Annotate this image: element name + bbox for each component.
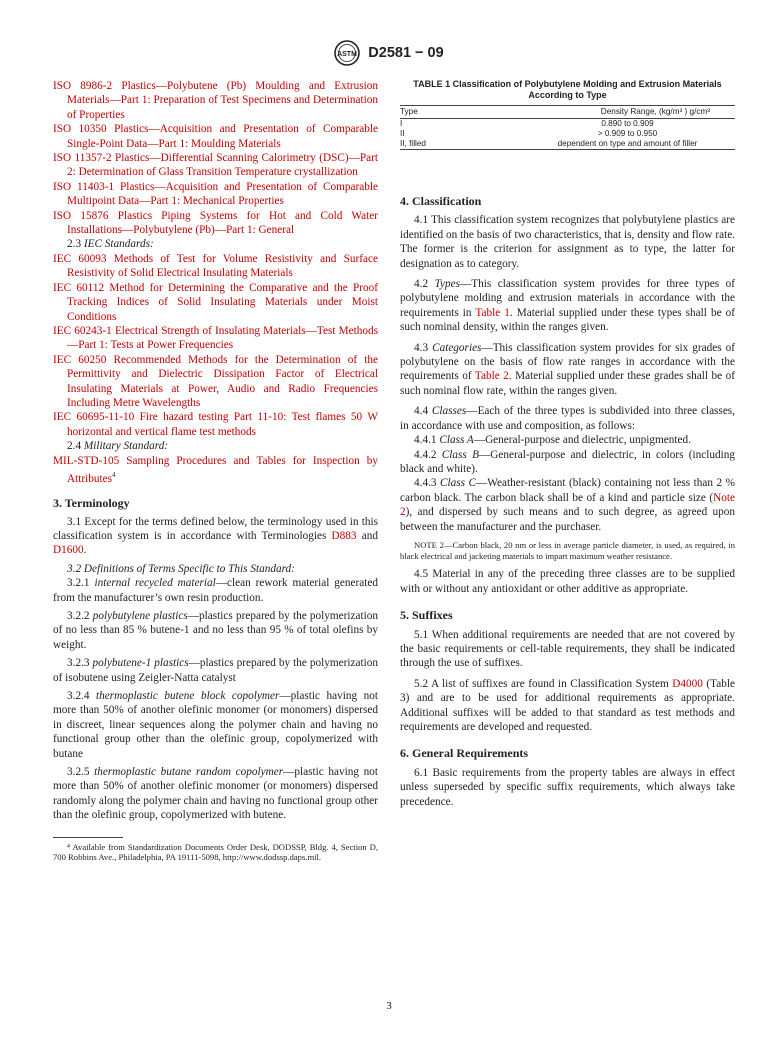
- right-column: [400, 79, 735, 809]
- para-3-2-3: 3.2.3 polybutene-1 plastics—plastics prepared by the polymerization of isobutene using Zeigler-Natta catalyst: [53, 657, 378, 684]
- para-4-5: 4.5 Material in any of the preceding three classes are to be supplied with or without any antioxidant or other additive as appropriate.: [400, 568, 735, 595]
- mil-heading: 2.4 Military Standard:: [67, 440, 169, 453]
- reference-mil-std-105: [53, 454, 378, 487]
- cell-type: II, filled: [400, 139, 520, 150]
- ref-title: Methods of Test for Volume Resistivity and Surface Resistivity of Solid Electrical Insulating Materials: [67, 252, 379, 280]
- ref-title: Plastics—Acquisition and Presentation of Comparable Single-Point Data—Part 1: Moulding Materials: [67, 123, 378, 150]
- ref-title: Plastics—Differential Scanning Calorimetry (DSC)—Part 2: Determination of Glass Transition Temperature crystallization: [67, 152, 379, 179]
- ref-code-link[interactable]: MIL-STD-105: [53, 454, 120, 467]
- table-row: [400, 129, 735, 139]
- ref-title: Plastics—Acquisition and Presentation of Comparable Multipoint Data—Part 1: Mechanical Properties: [67, 180, 378, 208]
- page-header: [0, 40, 778, 66]
- ref-title: Method for Determining the Comparative and the Proof Tracking Indices of Solid Insulating Materials under Moist Conditions: [67, 281, 378, 323]
- iec-references: [53, 252, 378, 439]
- ref-code-link[interactable]: ISO 11403-1: [53, 180, 115, 193]
- iso-references: [53, 79, 378, 237]
- ref-code-link[interactable]: IEC 60250: [53, 353, 107, 366]
- footnote-marker: 4: [112, 470, 116, 479]
- reference-item: [53, 151, 378, 180]
- ref-code-link[interactable]: IEC 60093: [53, 252, 107, 265]
- ref-table-2-link[interactable]: Table 2: [474, 370, 509, 383]
- ref-title: Plastics—Polybutene (Pb) Moulding and Extrusion Materials—Part 1: Preparation of Test Specimens and Determination of Properties: [67, 80, 379, 121]
- table-1-caption: TABLE 1 Classification of Polybutylene Molding and Extrusion Materials According to Type: [413, 79, 722, 100]
- reference-item: [53, 252, 378, 281]
- reference-item: [53, 324, 378, 353]
- reference-item: [53, 180, 378, 209]
- ref-title: Recommended Methods for the Determination of the Permittivity and Dielectric Dissipation Factor of Electrical Insulating Materials at Power, Audio and Radio Frequencies Including Metre Wavelengths: [67, 353, 379, 409]
- astm-logo-text: ASTM: [337, 50, 358, 58]
- col-header-type: Type: [400, 106, 520, 119]
- table-1: [400, 105, 735, 150]
- cell-density: dependent on type and amount of filler: [520, 139, 735, 150]
- para-3-2-4: 3.2.4 thermoplastic butene block copolymer—plastic having not more than 50% of another olefinic monomer (or monomers) dispersed in discreet, linear sequences along the polymer chain and having no functional group other than the olefinic group, copolymerized with butane: [53, 690, 378, 760]
- cell-type: II: [400, 129, 405, 138]
- ref-title: Plastics Piping Systems for Hot and Cold Water Installations—Polybutylene (Pb)—Part 1: General: [67, 209, 378, 237]
- note-2: NOTE 2—Carbon black, 20 nm or less in average particle diameter, is used, as required, in black electrical and jacketing materials to impart maximum weather resistance.: [400, 539, 735, 561]
- reference-item: [53, 353, 378, 411]
- reference-item: [53, 281, 378, 324]
- ref-d1600-link[interactable]: D1600: [53, 544, 84, 557]
- section-5-title: 5. Suffixes: [400, 608, 453, 623]
- ref-code-link[interactable]: IEC 60112: [53, 281, 105, 294]
- para-4-4-3: 4.4.3 Class C—Weather-resistant (black) containing not less than 2 % carbon black. The carbon black shall be of a kind and particle size (Note 2), and dispersed by such means and to such degree, as agreed upon between the manufacturer and the purchaser.: [400, 477, 736, 533]
- para-3-2: 3.2 Definitions of Terms Specific to This Standard:: [67, 562, 295, 575]
- table-row: [400, 139, 735, 150]
- section-3-title: 3. Terminology: [53, 496, 130, 511]
- table-1-body: [400, 119, 735, 150]
- ref-title: Sampling Procedures and Tables for Inspection by Attributes: [67, 454, 378, 485]
- ref-d4000-link[interactable]: D4000: [672, 677, 703, 690]
- standard-designation: D2581 − 09: [368, 45, 444, 61]
- para-4-1: 4.1 This classification system recognizes that polybutylene plastics are identified on the basis of two characteristics, that is, density and flow rate. The former is the criterion for assignment as to type, the latter for designation as to category.: [400, 214, 735, 270]
- page-number: 3: [386, 1000, 392, 1012]
- ref-code-link[interactable]: ISO 15876: [53, 209, 109, 222]
- cell-type: I: [400, 119, 403, 128]
- para-6-1: 6.1 Basic requirements from the property tables are always in effect unless superseded by specific suffix requirements, which always take precedence.: [400, 766, 735, 808]
- table-row: [400, 119, 735, 130]
- astm-logo: [334, 40, 360, 66]
- ref-note-2-link[interactable]: Note 2: [400, 491, 735, 519]
- ref-code-link[interactable]: IEC 60243-1: [53, 324, 112, 337]
- ref-title: Fire hazard testing Part 11-10: Test flames 50 W horizontal and vertical flame test methods: [67, 411, 378, 438]
- para-3-2-1: 3.2.1 internal recycled material—clean rework material generated from the manufacturer’s own resin production.: [53, 577, 379, 604]
- ref-code-link[interactable]: ISO 8986-2: [53, 80, 113, 92]
- para-4-3: 4.3 Categories—This classification system provides for six grades of polybutylene on the basis of flow rate ranges in accordance with the requirements of Table 2. Material supplied under these grades shall be of such nominal flow rate, within the ranges given.: [400, 341, 736, 397]
- section-4-title: 4. Classification: [400, 194, 482, 208]
- left-column: [53, 79, 378, 863]
- section-6-title: 6. General Requirements: [400, 746, 529, 761]
- cell-density: > 0.909 to 0.950: [597, 129, 658, 138]
- table-header-row: [400, 106, 735, 119]
- reference-item: [53, 79, 378, 122]
- ref-code-link[interactable]: ISO 10350: [53, 123, 107, 136]
- para-3-1: 3.1 Except for the terms defined below, the terminology used in this classification system is in accordance with Terminologies D883 and D1600.: [53, 515, 379, 557]
- para-5-2: 5.2 A list of suffixes are found in Classification System D4000 (Table 3) and are to be used for additional requirements as appropriate. Additional suffixes will be added to that standard as test methods and requirements are developed and requested.: [400, 677, 735, 733]
- para-3-2-2: 3.2.2 polybutylene plastics—plastics prepared by the polymerization of no less than 85 % butene-1 and no less than 95 % of total olefins by weight.: [53, 609, 378, 651]
- ref-title: Electrical Strength of Insulating Materials—Test Methods—Part 1: Tests at Power Frequencies: [67, 324, 378, 352]
- cell-density: 0.890 to 0.909: [601, 119, 654, 128]
- reference-item: [53, 122, 378, 151]
- iec-heading: 2.3 IEC Standards:: [67, 238, 154, 251]
- ref-table-1-link[interactable]: Table 1: [475, 306, 510, 319]
- ref-d883-link[interactable]: D883: [331, 529, 357, 542]
- reference-item: [53, 209, 378, 238]
- para-4-2: 4.2 Types—This classification system provides for three types of polybutylene molding and extrusion materials in accordance with the requirements in Table 1. Material supplied under these types shall be of such nominal density, within the ranges given.: [400, 278, 735, 334]
- para-3-2-5: 3.2.5 thermoplastic butane random copolymer—plastic having not more than 50% of another olefinic monomer (or monomers) dispersed randomly along the polymer chain and having no functional group other than the olefinic group, copolymerized with butene.: [53, 766, 378, 822]
- para-5-1: 5.1 When additional requirements are needed that are not covered by the basic requirements or cell-table requirements, they shall be indicated through the use of suffixes.: [400, 628, 735, 670]
- para-4-4: 4.4 Classes—Each of the three types is subdivided into three classes, in accordance with use and composition, as follows:: [400, 405, 735, 432]
- ref-code-link[interactable]: IEC 60695-11-10: [53, 411, 135, 424]
- para-4-4-1: 4.4.1 Class A—General-purpose and dielectric, unpigmented.: [414, 434, 691, 447]
- reference-item: [53, 410, 378, 439]
- footnote-rule: [53, 837, 123, 838]
- footnote-4: ⁴ Available from Standardization Documents Order Desk, DODSSP, Bldg. 4, Section D, 700 Robbins Ave., Philadelphia, PA 19111-5098, http://www.dodssp.daps.mil.: [53, 841, 378, 863]
- para-4-4-2: 4.4.2 Class B—General-purpose and dielectric, in colors (including black and white).: [400, 448, 736, 475]
- ref-code-link[interactable]: ISO 11357-2: [53, 152, 112, 165]
- footnote-area: [53, 837, 378, 863]
- col-header-density: Density Range, (kg/m³ ) g/cm³: [520, 106, 735, 119]
